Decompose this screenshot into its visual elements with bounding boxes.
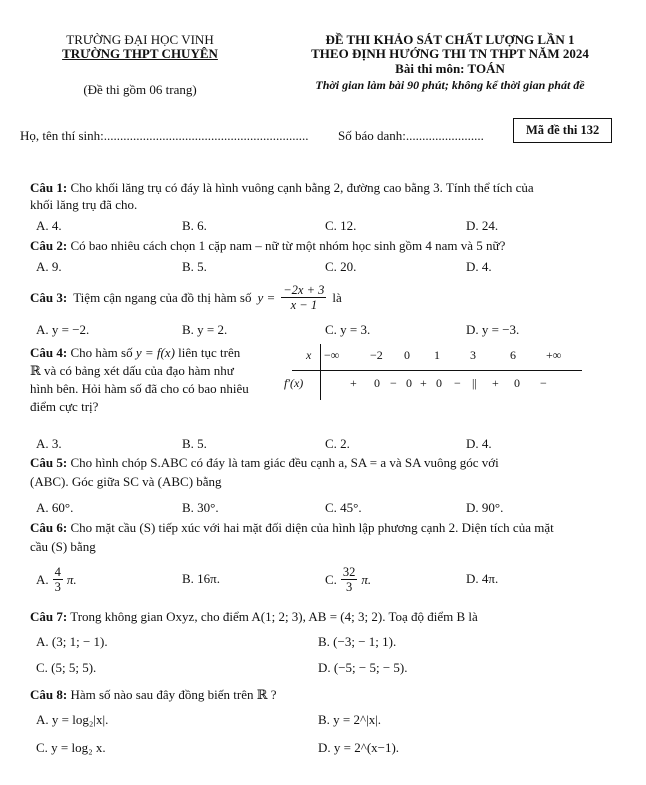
- sbd-dots: ........................: [405, 128, 484, 143]
- sign-4: +: [420, 376, 427, 390]
- sign-7: ||: [472, 376, 477, 390]
- x-val-6: 6: [510, 348, 516, 362]
- q8-text: Hàm số nào sau đây đồng biến trên ℝ ?: [70, 687, 277, 702]
- q6-opt-a-label: A.: [36, 571, 49, 587]
- q4-opt-a: A. 3.: [36, 436, 62, 451]
- q7-opt-c: C. (5; 5; 5).: [36, 660, 97, 675]
- q6-line1: [30, 520, 554, 536]
- school-line1: TRƯỜNG ĐẠI HỌC VINH: [66, 32, 214, 47]
- q4-line1b: y = f(x): [135, 345, 175, 360]
- q3-opt-a: A. y = −2.: [36, 322, 90, 337]
- x-val-1: 1: [434, 348, 440, 362]
- q3-text: Tiệm cận ngang của đồ thị hàm số: [73, 289, 252, 305]
- q3-label: Câu 3:: [30, 289, 68, 305]
- q6-opt-c-fraction: [341, 565, 358, 594]
- q6-text1: Cho mặt cầu (S) tiếp xúc với hai mặt đối diện của hình lập phương cạnh 2. Diện tích của mặt: [70, 520, 554, 535]
- q7-text: Trong không gian Oxyz, cho điểm A(1; 2; 3), AB = (4; 3; 2). Toạ độ điểm B là: [70, 609, 478, 624]
- sbd-row: [338, 128, 484, 144]
- q8-opt-d: D. y = 2^(x−1).: [318, 740, 400, 755]
- q6-opt-c-den: 3: [346, 580, 353, 594]
- q3-numerator: −2x + 3: [283, 283, 325, 297]
- sign-8: +: [492, 376, 499, 390]
- q1-text2: khối lăng trụ đã cho.: [30, 197, 138, 212]
- q6-opt-c-tail: π.: [361, 571, 372, 587]
- q4-line1c: liên tục trên: [178, 345, 241, 360]
- q2-line: [30, 238, 505, 254]
- q6-opt-a: [36, 565, 77, 594]
- x-val-neg2: −2: [370, 348, 383, 362]
- q6-opt-c-num: 32: [342, 565, 356, 579]
- x-val-0: 0: [404, 348, 410, 362]
- q4-line1a: Cho hàm số: [70, 345, 133, 360]
- sign-table-x-label: x: [306, 348, 312, 362]
- q6-opt-c-label: C.: [325, 571, 337, 587]
- q4-opt-d: D. 4.: [466, 436, 492, 451]
- q6-label: Câu 6:: [30, 520, 68, 535]
- q6-text2: cầu (S) bằng: [30, 539, 96, 554]
- q6-opt-c: [325, 565, 371, 594]
- sign-1: 0: [374, 376, 380, 390]
- q7-opt-d: D. (−5; − 5; − 5).: [318, 660, 408, 675]
- sign-table-hline: [292, 370, 582, 371]
- q6-opt-a-tail: π.: [66, 571, 77, 587]
- q2-text: Có bao nhiêu cách chọn 1 cặp nam – nữ từ một nhóm học sinh gồm 4 nam và 5 nữ?: [70, 238, 506, 253]
- school-line2: TRƯỜNG THPT CHUYÊN: [62, 46, 218, 61]
- q3-suffix: là: [332, 289, 342, 305]
- q8-opt-a: A. y = log₂|x|.: [36, 712, 109, 727]
- q6-opt-d: D. 4π.: [466, 571, 499, 586]
- q1-opt-c: C. 12.: [325, 218, 357, 233]
- q1-text1: Cho khối lăng trụ có đáy là hình vuông cạnh bằng 2, đường cao bằng 3. Tính thể tích của: [70, 180, 534, 195]
- q5-opt-d: D. 90°.: [466, 500, 504, 515]
- q3-func-lhs: y =: [257, 289, 276, 305]
- sign-10: −: [540, 376, 547, 390]
- q1-label: Câu 1:: [30, 180, 68, 195]
- q4-line4: điểm cực trị?: [30, 399, 99, 414]
- sign-table-fprime-label: f′(x): [284, 376, 304, 390]
- sign-9: 0: [514, 376, 520, 390]
- q4-opt-c: C. 2.: [325, 436, 350, 451]
- q1-opt-a: A. 4.: [36, 218, 62, 233]
- q4-label: Câu 4:: [30, 345, 68, 360]
- exam-code-box: Mã đề thi 132: [513, 118, 612, 143]
- q5-text2: (ABC). Góc giữa SC và (ABC) bằng: [30, 474, 222, 489]
- q6-opt-b: B. 16π.: [182, 571, 220, 586]
- pages-note: (Đề thi gồm 06 trang): [83, 82, 197, 97]
- q4-line3: hình bên. Hỏi hàm số đã cho có bao nhiêu: [30, 381, 249, 396]
- sign-0: +: [350, 376, 357, 390]
- sign-table: [284, 344, 582, 400]
- x-val-neg-inf: −∞: [324, 348, 340, 362]
- q1-opt-d: D. 24.: [466, 218, 499, 233]
- q5-opt-c: C. 45°.: [325, 500, 362, 515]
- student-name-row: [20, 128, 309, 144]
- q4-line2: ℝ và có bảng xét dấu của đạo hàm như: [30, 363, 234, 378]
- q1-opt-b: B. 6.: [182, 218, 207, 233]
- q3-opt-d: D. y = −3.: [466, 322, 520, 337]
- q7-label: Câu 7:: [30, 609, 68, 624]
- q6-opt-a-fraction: [53, 565, 63, 594]
- q2-opt-a: A. 9.: [36, 259, 62, 274]
- q3-opt-c: C. y = 3.: [325, 322, 371, 337]
- q3-line: [30, 283, 342, 312]
- sign-table-vline: [320, 344, 321, 400]
- q8-label: Câu 8:: [30, 687, 68, 702]
- sign-5: 0: [436, 376, 442, 390]
- q6-opt-a-den: 3: [54, 580, 61, 594]
- q5-line1: [30, 455, 499, 471]
- q3-denominator: x − 1: [290, 298, 318, 312]
- q3-fraction: [281, 283, 326, 312]
- q2-opt-b: B. 5.: [182, 259, 207, 274]
- q8-line: [30, 687, 277, 703]
- sign-2: −: [390, 376, 397, 390]
- q6-opt-a-num: 4: [54, 565, 61, 579]
- name-dots: ...............................................................: [103, 128, 309, 143]
- sign-6: −: [454, 376, 461, 390]
- x-val-3: 3: [470, 348, 476, 362]
- exam-subtitle: THEO ĐỊNH HƯỚNG THI TN THPT NĂM 2024: [311, 46, 589, 61]
- q1-line1: [30, 180, 534, 196]
- exam-title: ĐỀ THI KHẢO SÁT CHẤT LƯỢNG LẦN 1: [325, 32, 575, 47]
- q7-opt-a: A. (3; 1; − 1).: [36, 634, 108, 649]
- q2-label: Câu 2:: [30, 238, 68, 253]
- q4-line1: [30, 345, 240, 361]
- subject: Bài thi môn: TOÁN: [395, 61, 505, 76]
- q5-label: Câu 5:: [30, 455, 68, 470]
- name-label: Họ, tên thí sinh:: [20, 128, 104, 143]
- time-note: Thời gian làm bài 90 phút; không kể thời gian phát đề: [315, 78, 585, 92]
- q8-opt-c: C. y = log₂ x.: [36, 740, 106, 755]
- q2-opt-c: C. 20.: [325, 259, 357, 274]
- q7-line: [30, 609, 478, 625]
- q8-opt-b: B. y = 2^|x|.: [318, 712, 382, 727]
- x-val-pos-inf: +∞: [546, 348, 562, 362]
- q5-opt-a: A. 60°.: [36, 500, 74, 515]
- q2-opt-d: D. 4.: [466, 259, 492, 274]
- sign-3: 0: [406, 376, 412, 390]
- sbd-label: Số báo danh:: [338, 128, 406, 143]
- q4-opt-b: B. 5.: [182, 436, 207, 451]
- q5-opt-b: B. 30°.: [182, 500, 219, 515]
- q5-text1: Cho hình chóp S.ABC có đáy là tam giác đều cạnh a, SA = a và SA vuông góc với: [70, 455, 499, 470]
- q3-opt-b: B. y = 2.: [182, 322, 228, 337]
- q7-opt-b: B. (−3; − 1; 1).: [318, 634, 397, 649]
